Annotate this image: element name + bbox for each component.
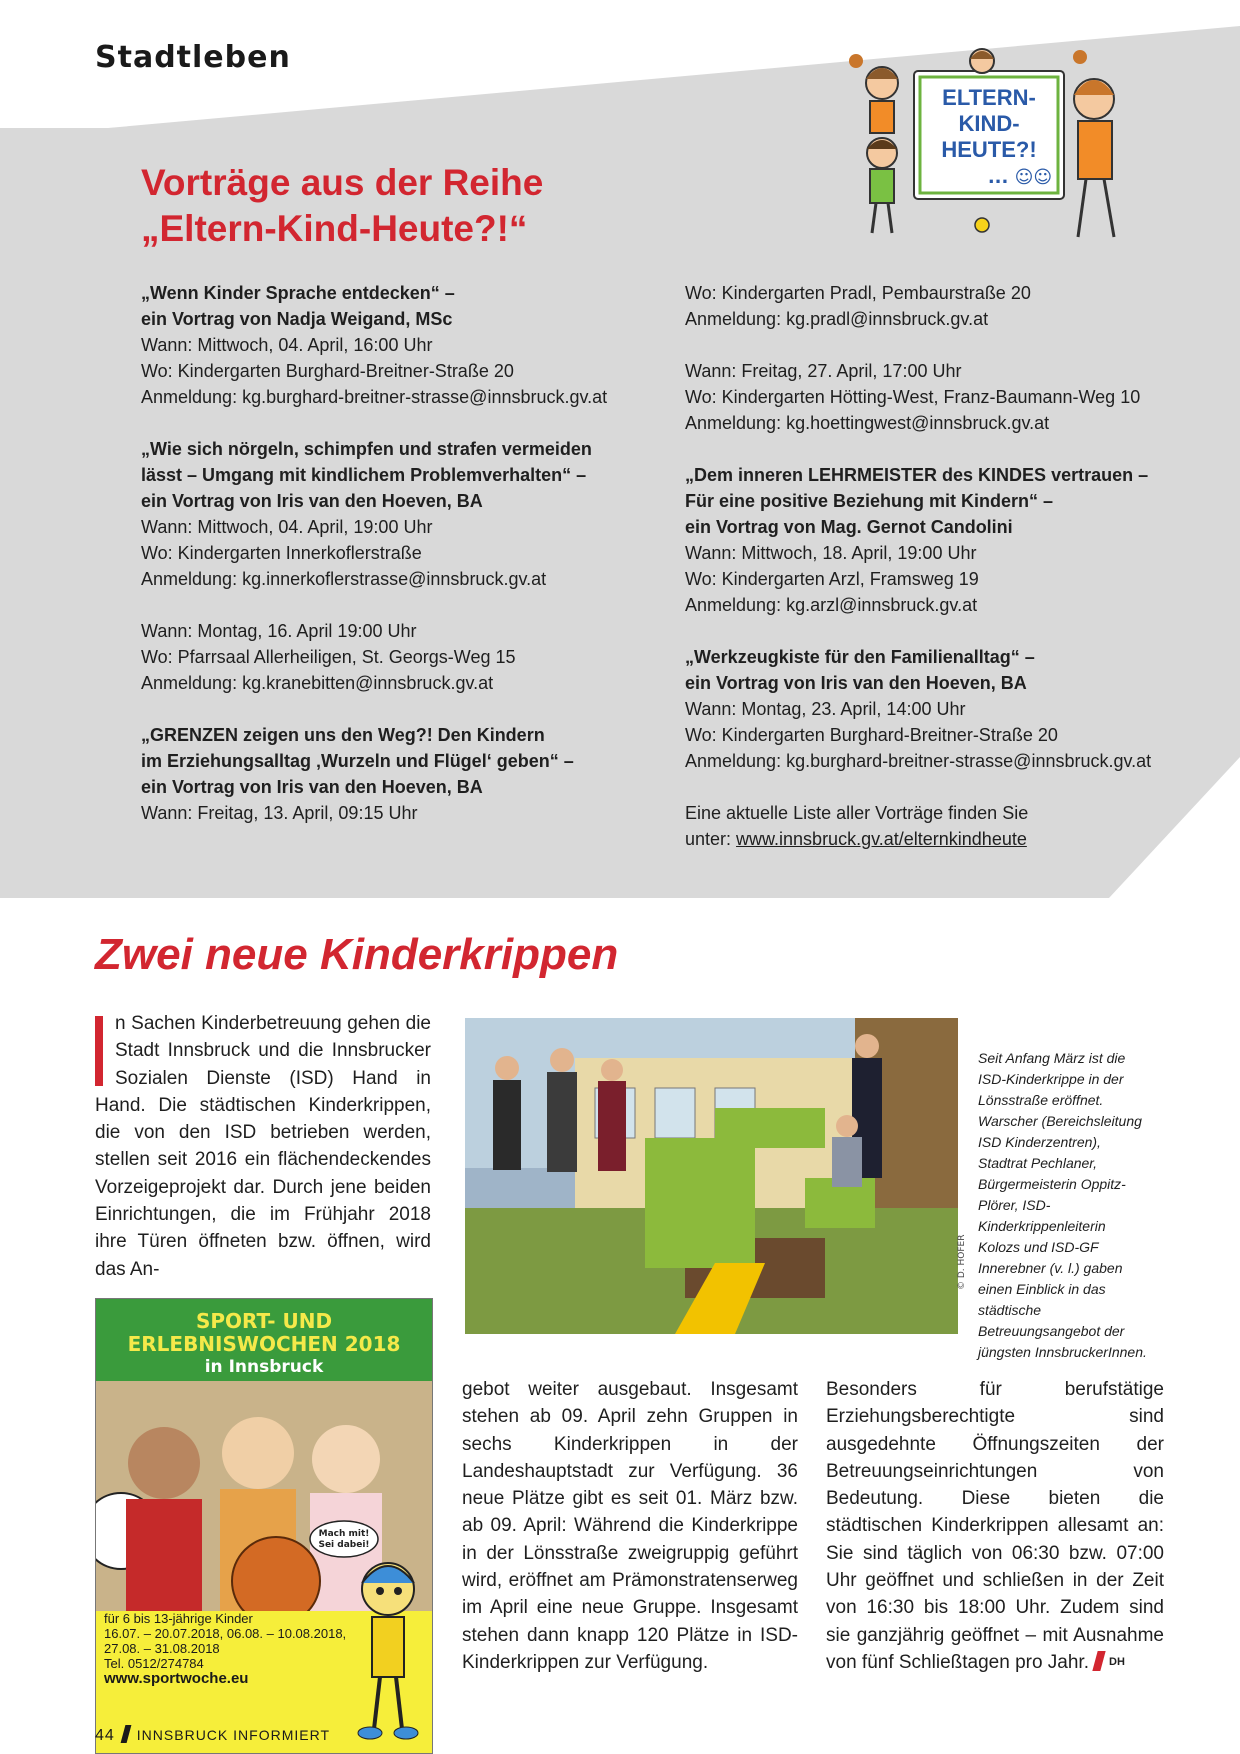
events-note-text: Eine aktuelle Liste aller Vorträge finden Sie xyxy=(685,803,1029,823)
event-registration: Anmeldung: kg.burghard-breitner-strasse@innsbruck.gv.at xyxy=(685,751,1152,771)
event-block xyxy=(141,722,661,826)
event-where: Wo: Pfarrsaal Allerheiligen, St. Georgs-Weg 15 xyxy=(141,647,516,667)
event-registration: Anmeldung: kg.hoettingwest@innsbruck.gv.at xyxy=(685,413,1050,433)
event-registration: Anmeldung: kg.kranebitten@innsbruck.gv.at xyxy=(141,673,494,693)
event-title-line: lässt – Umgang mit kindlichem Problemverhalten“ – xyxy=(141,465,587,485)
event-when: Wann: Montag, 16. April 19:00 Uhr xyxy=(141,621,417,641)
article-intro-text: n Sachen Kinderbetreuung gehen die Stadt Innsbruck und die Innsbrucker Sozialen Dienste (ISD) Hand in Hand. Die städtischen Kinderkrippen, die von den ISD betrieben werden, stellen seit 2016 ein flächendeckendes Vorzeigeprojekt dar. Durch jene beiden Einrichtungen, die im Frühjahr 2018 ihre Türen öffneten bzw. öffnen, wird das An- xyxy=(95,1013,431,1280)
event-registration: Anmeldung: kg.pradl@innsbruck.gv.at xyxy=(685,309,989,329)
ad-dates-2: 27.08. – 31.08.2018 xyxy=(104,1641,220,1656)
event-registration: Anmeldung: kg.innerkoflerstrasse@innsbruck.gv.at xyxy=(141,569,547,589)
event-title-line: „Wie sich nörgeln, schimpfen und strafen vermeiden xyxy=(141,439,592,459)
events-title xyxy=(141,160,543,252)
event-title-line: ein Vortrag von Iris van den Hoeven, BA xyxy=(141,491,483,511)
event-when: Wann: Mittwoch, 18. April, 19:00 Uhr xyxy=(685,543,977,563)
event-title-line: „Werkzeugkiste für den Familienalltag“ – xyxy=(685,647,1035,667)
photo-caption: Seit Anfang März ist die ISD-Kinderkrippe in der Lönsstraße eröffnet. Warscher (Bereichsleitung ISD Kinderzentren), Stadtrat Pechlaner, Bürgermeisterin Oppitz-Plörer, ISD-Kinderkrippenleiterin Kolozs und ISD-GF Innerebner (v. l.) gaben einen Einblick in das städtische Betreuungsangebot der jüngsten InnsbruckerInnen. xyxy=(978,1050,1147,1360)
event-title-line: „GRENZEN zeigen uns den Weg?! Den Kindern xyxy=(141,725,545,745)
event-title-line: Für eine positive Beziehung mit Kindern“ – xyxy=(685,491,1054,511)
ad-website-link[interactable]: www.sportwoche.eu xyxy=(104,1670,249,1687)
event-when: Wann: Montag, 23. April, 14:00 Uhr xyxy=(685,699,966,719)
event-title-line: im Erziehungsalltag ‚Wurzeln und Flügel‘ geben“ – xyxy=(141,751,574,771)
events-note xyxy=(685,800,1185,852)
event-where: Wo: Kindergarten Pradl, Pembaurstraße 20 xyxy=(685,283,1031,303)
event-title-line: ein Vortrag von Iris van den Hoeven, BA xyxy=(685,673,1027,693)
mascot-illustration xyxy=(346,1549,428,1749)
event-title-line: „Dem inneren LEHRMEISTER des KINDES vertrauen – xyxy=(685,465,1149,485)
publication-name: INNSBRUCK INFORMIERT xyxy=(136,1727,330,1743)
event-block xyxy=(141,280,661,410)
article-intro xyxy=(95,1010,431,1283)
event-block xyxy=(685,280,1185,332)
events-title-line-2: „Eltern-Kind-Heute?!“ xyxy=(141,208,528,249)
event-title-line: ein Vortrag von Iris van den Hoeven, BA xyxy=(141,777,483,797)
logo-line-1: ELTERN- xyxy=(942,85,1036,110)
page-footer xyxy=(95,1725,330,1745)
ad-info xyxy=(104,1611,354,1686)
ad-subtitle: in Innsbruck xyxy=(204,1357,324,1377)
events-list-link[interactable]: www.innsbruck.gv.at/elternkindheute xyxy=(736,829,1027,849)
section-label: Stadtleben xyxy=(95,40,291,75)
footer-divider xyxy=(120,1725,131,1743)
event-when: Wann: Freitag, 27. April, 17:00 Uhr xyxy=(685,361,962,381)
article-headline: Zwei neue Kinderkrippen xyxy=(95,930,619,979)
end-mark xyxy=(1092,1651,1105,1671)
article-column-2: gebot weiter ausgebaut. Insgesamt stehen ab 09. April zehn Gruppen in sechs Kinderkrippen in der Landeshauptstadt zur Verfügung. 36 neue Plätze gibt es seit 01. März bzw. ab 09. April: Während die Kinderkrippe in der Lönsstraße zweigruppig geführt wird, eröffnet am Prämonstratenserweg im April eine neue Gruppe. Insgesamt stehen dann knapp 120 Plätze in ISD-Kinderkrippen zur Verfügung. xyxy=(462,1379,798,1673)
event-when: Wann: Freitag, 13. April, 09:15 Uhr xyxy=(141,803,418,823)
eltern-kind-heute-logo xyxy=(842,43,1127,253)
photo-credit: © D. HOFER xyxy=(957,1234,967,1290)
author-initials: DH xyxy=(1109,1655,1125,1668)
ad-header xyxy=(96,1299,432,1381)
logo-line-2: KIND- xyxy=(958,111,1020,136)
events-note-prefix: unter: xyxy=(685,829,737,849)
ad-age-range: für 6 bis 13-jährige Kinder xyxy=(104,1611,253,1626)
page-number: 44 xyxy=(95,1727,115,1744)
event-block xyxy=(685,644,1185,774)
event-title-line: ein Vortrag von Mag. Gernot Candolini xyxy=(685,517,1013,537)
sport-weeks-advertisement[interactable] xyxy=(95,1298,433,1754)
event-title-line: ein Vortrag von Nadja Weigand, MSc xyxy=(141,309,453,329)
events-right-column xyxy=(685,280,1185,878)
logo-line-3: HEUTE?! xyxy=(941,137,1037,162)
kinderkrippe-photo xyxy=(465,1018,958,1334)
event-when: Wann: Mittwoch, 04. April, 19:00 Uhr xyxy=(141,517,433,537)
event-title-line: „Wenn Kinder Sprache entdecken“ – xyxy=(141,283,455,303)
ad-title-line-1: SPORT- UND xyxy=(195,1309,333,1333)
ad-title-line-2: ERLEBNISWOCHEN 2018 xyxy=(127,1332,401,1356)
initial-letter-mark xyxy=(95,1016,103,1086)
event-when: Wann: Mittwoch, 04. April, 16:00 Uhr xyxy=(141,335,433,355)
event-block xyxy=(141,436,661,592)
bubble-line-1: Mach mit! xyxy=(318,1529,370,1539)
event-block xyxy=(141,618,661,696)
bubble-line-2: Sei dabei! xyxy=(318,1540,370,1550)
event-where: Wo: Kindergarten Burghard-Breitner-Straße 20 xyxy=(141,361,514,381)
event-where: Wo: Kindergarten Burghard-Breitner-Straße 20 xyxy=(685,725,1058,745)
event-where: Wo: Kindergarten Hötting-West, Franz-Baumann-Weg 10 xyxy=(685,387,1141,407)
events-title-line-1: Vorträge aus der Reihe xyxy=(141,162,544,203)
ad-dates-1: 16.07. – 20.07.2018, 06.08. – 10.08.2018, xyxy=(104,1626,347,1641)
events-left-column xyxy=(141,280,661,852)
event-where: Wo: Kindergarten Arzl, Framsweg 19 xyxy=(685,569,979,589)
event-where: Wo: Kindergarten Innerkoflerstraße xyxy=(141,543,422,563)
article-column-3-text: Besonders für berufstätige Erziehungsberechtigte sind ausgedehnte Öffnungszeiten der Betreuungseinrichtungen von Bedeutung. Diese bieten die städtischen Kinderkrippen allesamt an: Sie sind täglich von 06:30 bzw. 07:00 Uhr geöffnet und schließen in der Zeit von 16:30 bis 18:00 Uhr. Zudem sind sie ganzjährig geöffnet – mit Ausnahme von fünf Schließtagen pro Jahr. xyxy=(826,1379,1164,1673)
event-registration: Anmeldung: kg.arzl@innsbruck.gv.at xyxy=(685,595,978,615)
logo-line-4: ... ☺☺ xyxy=(987,167,1053,188)
event-block xyxy=(685,462,1185,618)
event-registration: Anmeldung: kg.burghard-breitner-strasse@innsbruck.gv.at xyxy=(141,387,608,407)
event-block xyxy=(685,358,1185,436)
ad-phone: Tel. 0512/274784 xyxy=(104,1656,204,1671)
article-column-3 xyxy=(826,1376,1164,1676)
